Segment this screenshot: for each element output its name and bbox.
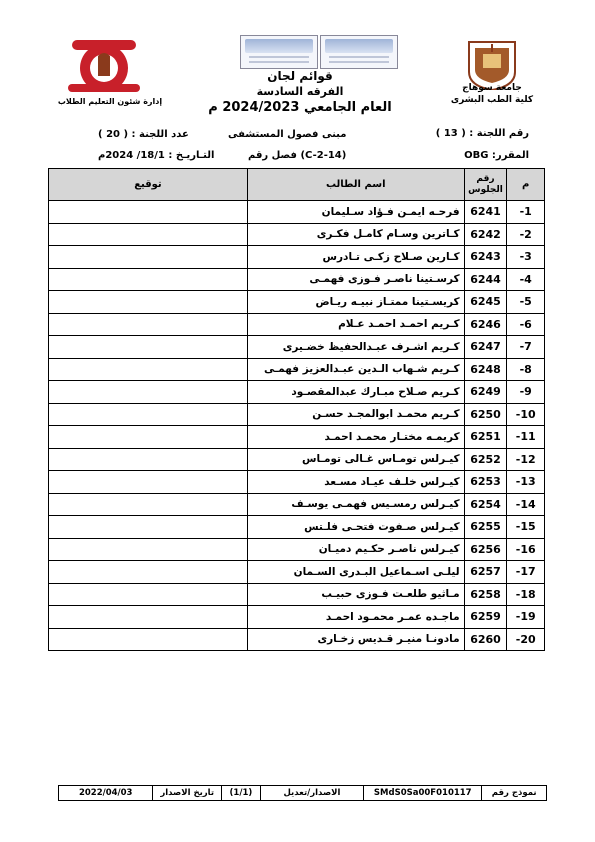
faculty-logo <box>58 38 150 94</box>
row-number: -19 <box>507 606 545 629</box>
seat-number: 6249 <box>464 381 507 404</box>
table-row <box>49 426 545 449</box>
row-number: -17 <box>507 561 545 584</box>
student-name: كريمـه مختـار محمـد احمـد <box>247 426 464 449</box>
seat-number: 6255 <box>464 516 507 539</box>
row-number: -2 <box>507 223 545 246</box>
signature-cell <box>49 471 248 494</box>
student-name: كريسـتينا ممتـاز نبيـه ريـاض <box>247 291 464 314</box>
seat-number: 6253 <box>464 471 507 494</box>
table-row <box>49 403 545 426</box>
signature-cell <box>49 291 248 314</box>
building-name: مبنى فصول المستشفى <box>228 129 347 140</box>
table-row <box>49 516 545 539</box>
seat-number: 6258 <box>464 583 507 606</box>
row-number: -11 <box>507 426 545 449</box>
iso-certificate-badge <box>320 35 398 69</box>
signature-cell <box>49 268 248 291</box>
row-number: -10 <box>507 403 545 426</box>
table-body <box>49 201 545 651</box>
seat-number: 6259 <box>464 606 507 629</box>
row-number: -13 <box>507 471 545 494</box>
student-name: فرحـه ايمـن فـؤاد سـليمان <box>247 201 464 224</box>
table-row <box>49 201 545 224</box>
seat-number: 6252 <box>464 448 507 471</box>
student-name: مادونـا منيـر قـديس زخـارى <box>247 628 464 651</box>
class-year-title: الفرقه السادسة <box>256 85 344 98</box>
signature-cell <box>49 448 248 471</box>
signature-cell <box>49 583 248 606</box>
seat-number: 6260 <box>464 628 507 651</box>
signature-cell <box>49 358 248 381</box>
row-number: -14 <box>507 493 545 516</box>
document-title: قوائم لجان <box>267 69 333 83</box>
student-name: كـريم اشـرف عبـدالحفيظ خضـيرى <box>247 336 464 359</box>
row-number: -8 <box>507 358 545 381</box>
signature-cell <box>49 606 248 629</box>
signature-cell <box>49 223 248 246</box>
signature-cell <box>49 403 248 426</box>
student-name: كيـرلس تومـاس غـالى تومـاس <box>247 448 464 471</box>
signature-cell <box>49 246 248 269</box>
classroom-number: فصل رقم (C-2-14) <box>248 150 347 161</box>
table-row <box>49 381 545 404</box>
row-number: -4 <box>507 268 545 291</box>
seat-number: 6242 <box>464 223 507 246</box>
table-row <box>49 583 545 606</box>
university-title: جامعة سوهاج <box>462 83 522 93</box>
document-titles <box>195 69 405 116</box>
row-number: -1 <box>507 201 545 224</box>
seat-number: 6250 <box>464 403 507 426</box>
table-header-row <box>49 169 545 201</box>
header-no: م <box>507 169 545 201</box>
table-row <box>49 606 545 629</box>
admin-office-text: إدارة شئون التعليم الطلاب <box>57 97 163 106</box>
table-row <box>49 471 545 494</box>
seat-number: 6251 <box>464 426 507 449</box>
student-name: كيـرلس رمسـيس فهمـى يوسـف <box>247 493 464 516</box>
seat-number: 6241 <box>464 201 507 224</box>
student-name: ماجـده عمـر محمـود احمـد <box>247 606 464 629</box>
signature-cell <box>49 336 248 359</box>
row-number: -12 <box>507 448 545 471</box>
table-row <box>49 628 545 651</box>
seat-number: 6247 <box>464 336 507 359</box>
row-number: -9 <box>507 381 545 404</box>
student-name: كـاترين وسـام كامـل فكـرى <box>247 223 464 246</box>
seat-number: 6254 <box>464 493 507 516</box>
signature-cell <box>49 493 248 516</box>
row-number: -18 <box>507 583 545 606</box>
faculty-title: كلية الطب البشرى <box>450 95 534 105</box>
table-row <box>49 336 545 359</box>
committee-count: عدد اللجنة : ( 20 ) <box>98 129 189 140</box>
signature-cell <box>49 561 248 584</box>
row-number: -7 <box>507 336 545 359</box>
row-number: -5 <box>507 291 545 314</box>
table-row <box>49 246 545 269</box>
header-signature: توقيع <box>49 169 248 201</box>
academic-year-title: العام الجامعي 2024/2023 م <box>208 100 392 115</box>
table-row <box>49 268 545 291</box>
form-footer <box>58 785 547 801</box>
header-seat-number: رقم الجلوس <box>464 169 507 201</box>
student-name: كيـرلس ناصـر حكـيم دميـان <box>247 538 464 561</box>
student-name: كـريم شـهاب الـدين عبـدالعزيز فهمـى <box>247 358 464 381</box>
committee-number: رقم اللجنة : ( 13 ) <box>435 128 529 139</box>
university-name <box>442 82 542 106</box>
table-row <box>49 313 545 336</box>
form-number-label: نموذج رقم <box>481 786 546 800</box>
row-number: -15 <box>507 516 545 539</box>
course-name: المقرر: OBG <box>464 150 529 161</box>
form-code: SMdS0Sa00F010117 <box>363 786 481 800</box>
signature-cell <box>49 426 248 449</box>
seat-number: 6248 <box>464 358 507 381</box>
table-row <box>49 561 545 584</box>
student-name: كـارين صـلاح زكـى تـادرس <box>247 246 464 269</box>
edition-label: الاصدار/تعديل <box>260 786 363 800</box>
seat-number: 6256 <box>464 538 507 561</box>
table-row <box>49 358 545 381</box>
accreditation-badge <box>240 35 318 69</box>
signature-cell <box>49 313 248 336</box>
row-number: -20 <box>507 628 545 651</box>
header-student-name: اسم الطالب <box>247 169 464 201</box>
row-number: -16 <box>507 538 545 561</box>
signature-cell <box>49 628 248 651</box>
seat-number: 6246 <box>464 313 507 336</box>
student-name: ليلـى اسـماعيل البـدرى السـمان <box>247 561 464 584</box>
table-row <box>49 291 545 314</box>
student-name: كـريم احمـد احمـد عـلام <box>247 313 464 336</box>
table-row <box>49 223 545 246</box>
table-row <box>49 493 545 516</box>
seat-number: 6244 <box>464 268 507 291</box>
student-name: كـريم محمـد ابوالمجـد حسـن <box>247 403 464 426</box>
seat-number: 6243 <box>464 246 507 269</box>
student-name: كيـرلس خلـف عيـاد مسـعد <box>247 471 464 494</box>
exam-date: التـاريـخ : 18/1/ 2024م <box>98 150 215 161</box>
edition-value: (1/1) <box>221 786 260 800</box>
student-name: مـاثيو طلعـت فـوزى حبيـب <box>247 583 464 606</box>
row-number: -3 <box>507 246 545 269</box>
table-row <box>49 448 545 471</box>
signature-cell <box>49 201 248 224</box>
student-name: كرسـتينا ناصـر فـوزى فهمـى <box>247 268 464 291</box>
students-table <box>48 168 545 651</box>
issue-date: 2022/04/03 <box>78 788 133 798</box>
row-number: -6 <box>507 313 545 336</box>
table-row <box>49 538 545 561</box>
signature-cell <box>49 538 248 561</box>
seat-number: 6245 <box>464 291 507 314</box>
issue-date-label: تاريخ الاصدار <box>152 786 221 800</box>
seat-number: 6257 <box>464 561 507 584</box>
student-name: كيـرلس صـفوت فتحـى فلـتس <box>247 516 464 539</box>
signature-cell <box>49 381 248 404</box>
signature-cell <box>49 516 248 539</box>
student-name: كـريم صـلاح مبـارك عبدالمقصـود <box>247 381 464 404</box>
